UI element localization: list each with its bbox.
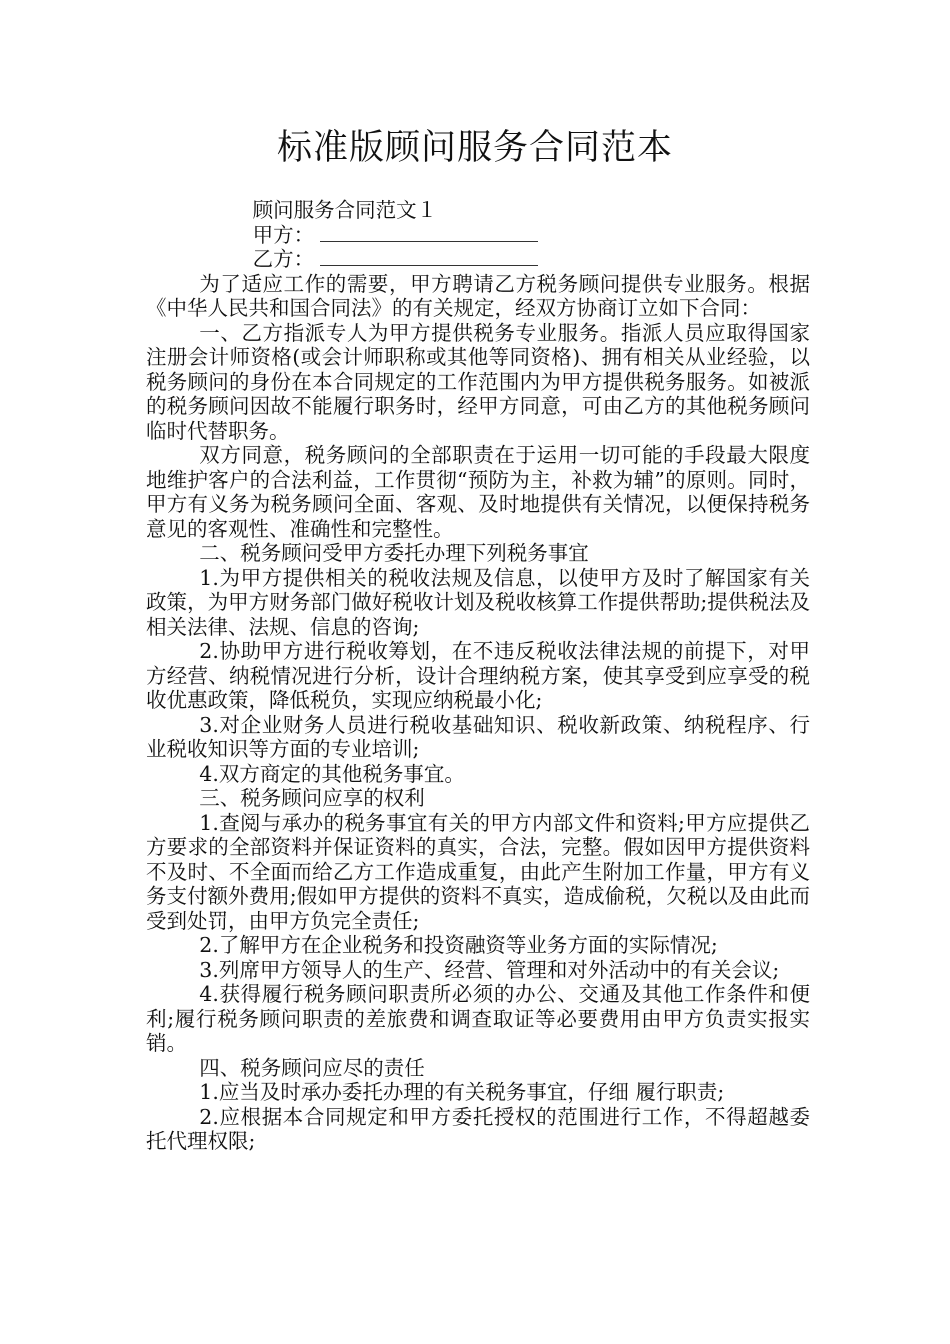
paragraph-item-4-1: 1.应当及时承办委托办理的有关税务事宜，仔细 履行职责; — [199, 1080, 725, 1104]
paragraph-section-1: 一、乙方指派专人为甲方提供税务专业服务。指派人员应取得国家注册会计师资格(或会计师职称或其他等同资格)、拥有相关从业经验，以税务顾问的身份在本合同规定的工作范围内为甲方提供税务服务。如被派的税务顾问因故不能履行职务时，经甲方同意，可由乙方的其他税务顾问临时代替职务。 — [146, 320, 810, 443]
paragraph-item-3-1: 1.查阅与承办的税务事宜有关的甲方内部文件和资料;甲方应提供乙方要求的全部资料并保证资料的真实，合法，完整。假如因甲方提供资料不及时、不全面而给乙方工作造成重复，由此产生附加工作量，甲方有义务支付额外费用;假如甲方提供的资料不真实，造成偷税，欠税以及由此而受到处罚，由甲方负完全责任; — [146, 810, 810, 933]
party-b-label: 乙方： — [252, 247, 315, 271]
paragraph-item-4-2: 2.应根据本合同规定和甲方委托授权的范围进行工作，不得超越委托代理权限; — [146, 1104, 810, 1153]
paragraph-item-3-2: 2.了解甲方在企业税务和投资融资等业务方面的实际情况; — [199, 933, 718, 957]
paragraph-item-2-2: 2.协助甲方进行税收筹划，在不违反税收法律法规的前提下，对甲方经营、纳税情况进行分析，设计合理纳税方案，使其享受到应享受的税收优惠政策，降低税负，实现应纳税最小化; — [146, 639, 810, 712]
paragraph-item-3-4: 4.获得履行税务顾问职责所必须的办公、交通及其他工作条件和便利;履行税务顾问职责的差旅费和调查取证等必要费用由甲方负责实报实销。 — [146, 982, 810, 1055]
paragraph-item-3-3: 3.列席甲方领导人的生产、经营、管理和对外活动中的有关会议; — [199, 957, 780, 982]
section-heading-2: 二、税务顾问受甲方委托办理下列税务事宜 — [199, 541, 589, 565]
paragraph-item-2-4: 4.双方商定的其他税务事宜。 — [199, 761, 465, 786]
party-b-blank — [320, 247, 538, 266]
paragraph-mutual-agreement: 双方同意，税务顾问的全部职责在于运用一切可能的手段最大限度地维护客户的合法利益，工作贯彻“预防为主，补救为辅”的原则。同时，甲方有义务为税务顾问全面、客观、及时地提供有关情况，以便保持税务意见的客观性、准确性和完整性。 — [146, 443, 810, 541]
party-a-blank — [320, 223, 538, 242]
section-heading-3: 三、税务顾问应享的权利 — [199, 786, 425, 810]
section-heading-4: 四、税务顾问应尽的责任 — [199, 1055, 425, 1080]
party-b-line — [146, 247, 810, 272]
party-a-line — [146, 223, 810, 248]
contract-subtitle: 顾问服务合同范文１ — [252, 198, 438, 222]
document-body — [146, 198, 810, 1154]
party-a-label: 甲方： — [252, 222, 315, 247]
paragraph-item-2-3: 3.对企业财务人员进行税收基础知识、税收新政策、纳税程序、行业税收知识等方面的专业培训; — [146, 712, 810, 761]
paragraph-item-2-1: 1.为甲方提供相关的税收法规及信息，以使甲方及时了解国家有关政策，为甲方财务部门做好税收计划及税收核算工作提供帮助;提供税法及相关法律、法规、信息的咨询; — [146, 565, 810, 639]
document-title: 标准版顾问服务合同范本 — [276, 128, 673, 168]
paragraph-intro: 为了适应工作的需要，甲方聘请乙方税务顾问提供专业服务。根据《中华人民共和国合同法》的有关规定，经双方协商订立如下合同： — [146, 271, 810, 320]
